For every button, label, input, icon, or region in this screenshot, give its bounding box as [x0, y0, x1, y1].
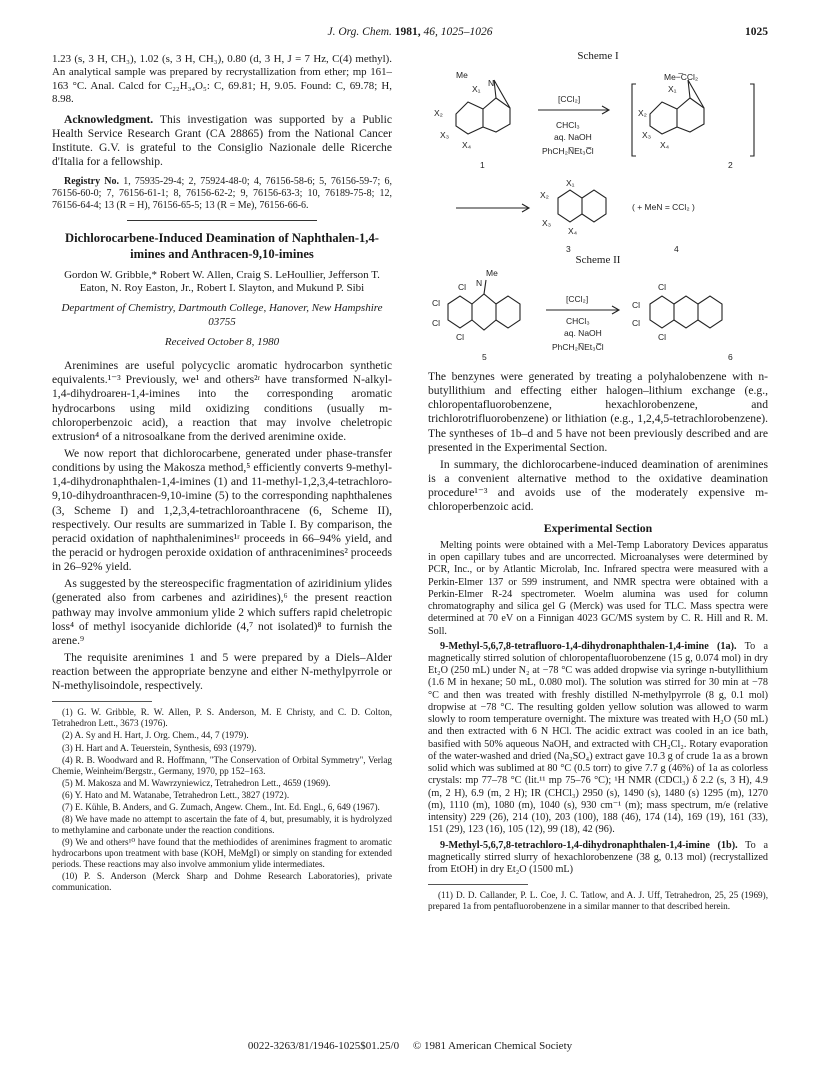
- substituent-x4: X₄: [568, 226, 578, 236]
- scheme-1-title: Scheme I: [577, 50, 619, 62]
- footnote-divider: [52, 701, 152, 702]
- condition-base: aq. NaOH: [564, 328, 602, 338]
- footnote: (2) A. Sy and H. Hart, J. Org. Chem., 44, 7 (1979).: [62, 730, 249, 741]
- substituent-x1: X₁: [668, 84, 677, 94]
- body-paragraph-5: The benzynes were generated by treating a polyhalobenzene with n-butyllithium and effecting either halogen–lithium exchange (e.g., chloropentafluorobenzene, hexachlorobenzene, and trichlorotrifluorobenzene) or lithiation (e.g., 1,2,4,5-tetrachlorobenzene). The syntheses of 1b–d and 5 have not been previously described and are presented in the Experimental Section.: [428, 370, 768, 454]
- compound-label-3: 3: [566, 244, 571, 254]
- condition-catalyst: PhCH₂N̅Et₃C̅l: [542, 146, 594, 156]
- substituent-x2: X₂: [638, 108, 647, 118]
- nitrogen-bridge: [688, 80, 704, 108]
- footnote: (8) We have made no attempt to ascertain the fate of 4, but, presumably, it is hydrolyzed to methylamine and carbonate under the reaction conditions.: [52, 813, 392, 835]
- condition-base: aq. NaOH: [554, 132, 592, 142]
- body-paragraph-6: In summary, the dichlorocarbene-induced deamination of arenimines is a convenient alternative method to the oxidative deamination procedure¹⁻³ and avoids use of the moderately expensive m-chloroperbenzoic acid.: [428, 457, 768, 514]
- substituent-x3: X₃: [642, 130, 652, 140]
- body-paragraph-3: As suggested by the stereospecific fragmentation of aziridinium ylides (generated also from carbenes and aziridines),⁶ the present reaction pathway may involve ammonium ylide 2 which suffers rapid cheletropic loss⁴ of methyl isocyanide dichloride (4,⁷ not isolated)⁸ to furnish the arene.⁹: [52, 577, 392, 647]
- bracket-right: [750, 84, 754, 156]
- bicyclic-bridge: [483, 98, 510, 132]
- body-paragraph-2: We now report that dichlorocarbene, generated under phase-transfer conditions by using the Makosza method,⁵ efficiently converts 9-methyl-1,4-dihydronaphthalen-1,4-imines (1) and 11-methyl-1,2,3,4-tetrachloro-9,10-dihydroanthracen-9,10-imine (5) to the corresponding naphthalenes (3, Scheme I) and 1,2,3,4-tetrachloroanthracene (6, Scheme II), respectively. Our results are summarized in Table I. By comparison, the peracid oxidation of naphthalenimines¹ʳ proceeds in 66–94% yield, and the peracid or hydrogen peroxide oxidation of anthracenimines² proceeds in 26–92% yield.: [52, 447, 392, 574]
- chloro-label: Cl: [658, 282, 667, 292]
- footnote: (10) P. S. Anderson (Merck Sharp and Dohme Research Laboratories), private communication.: [52, 870, 392, 892]
- body-paragraph-1: Arenimines are useful polycyclic aromatic hydrocarbon synthetic equivalents.¹⁻³ Previously, we¹ and others²ʳ have transformed N-alkyl-1,4-dihydroarен-1,4-imines into the corresponding aromatic hydrocarbons using mild oxidizing conditions (usually m-chloroperbenzoic acid), a reaction that may involve cheletropic extrusion⁴ of a nitrosoalkane from the derived arenimine oxide.: [52, 359, 392, 443]
- experimental-general: Melting points were obtained with a Mel-Temp Laboratory Devices apparatus in open capillary tubes and are uncorrected. Microanalyses were determined by PCR, Inc., or by Atlantic Microlab, Inc. Infrared spectra were measured with a Perkin-Elmer 137 or 599 instrument, and NMR spectra were obtained with a Perkin-Elmer R-24 spectrometer. Woelm alumina was used for column chromatography and silica gel G (Merck) was used for TLC. Mass spectra were determined at 70 eV on a Finnigan 4023 GC/MS system by C. R. Hill and R. M. Soll.: [428, 539, 768, 637]
- methyl-label: Me: [456, 70, 468, 80]
- nitrogen-label: N: [488, 78, 495, 88]
- chloro-label: Cl: [432, 298, 441, 308]
- page-footer: [0, 1040, 820, 1052]
- journal-citation: [0, 26, 820, 38]
- methyl-label: Me: [486, 268, 498, 278]
- chloro-label: Cl: [456, 332, 465, 342]
- procedure-1a: To a magnetically stirred solution of chloropentafluorobenzene (15 g, 0.074 mol) in dry Et₂O (250 mL) under N₂ at −78 °C was added dropwise via syringe n-butyllithium (1.6 M in hexane; 50 mL, 0.080 mol). The solution was stirred for 30 min at −78 °C and then was treated with freshly distilled N-methylpyrrole (8 g, 0.1 mol) dropwise at −78 °C. The resulting golden yellow solution was allowed to warm slowly to room temperature overnight. The mixture was treated with H₂O (50 mL) and then extracted with 6 N HCl. The acidic extract was cooled in an ice bath, basified with 50% aqueous NaOH, and extracted with CH₂Cl₂. Rotary evaporation of the water-washed and dried (Na₂SO₄) extract gave 10.3 g of crude 1a as a brown solid which was sublimed at 80 °C (0.5 torr) to give 7.7 g (46%) of 1a as colorless crystals: mp 77–78 °C (lit.¹¹ mp 75–76 °C); ¹H NMR (CDCl₃) δ 2.2 (s, 3 H), 4.9 (m, 2 H), 6.9 (m, 2 H); IR (CHCl₃) 2950 (s), 1490 (s), 1480 (s) 1295 (m), 1270 (m), 1110 (m), 1080 (m), 1040 (s), 930 cm⁻¹ (m); mass spectrum, m/e (relative intensity) 229 (26), 214 (10), 203 (100), 188 (46), 174 (14), 169 (19), 161 (33), 151 (29), 123 (16), 105 (12), 99 (18), 42 (96).: [428, 640, 768, 836]
- compound-label-1: 1: [480, 160, 485, 170]
- naphthalene-ring: [558, 190, 582, 222]
- compound-heading-1a: 9-Methyl-5,6,7,8-tetrafluoro-1,4-dihydronaphthalen-1,4-imine (1a).: [440, 640, 737, 652]
- footnote-divider: [428, 884, 528, 885]
- previous-article-fragment: 1.23 (s, 3 H, CH₃), 1.02 (s, 3 H, CH₃), 0.80 (d, 3 H, J = 7 Hz, C(4) methyl). An analytical sample was prepared by recrystallization from ether; mp 161–163 °C. Anal. Calcd for C₂₂H₃₄O₅: C, 69.81; H, 9.05. Found: C, 69.78; H, 8.98.: [52, 53, 392, 106]
- bracket-left: [632, 84, 636, 156]
- footnote: (3) H. Hart and A. Teuerstein, Synthesis, 693 (1979).: [62, 742, 257, 753]
- page-number: 1025: [745, 26, 768, 38]
- copyright: © 1981 American Chemical Society: [412, 1040, 573, 1052]
- footnote: (11) D. D. Callander, P. L. Coe, J. C. Tatlow, and A. J. Uff, Tetrahedron, 25, 25 (1969), prepared 1a from pentafluorobenzene in a similar manner to that described herein.: [428, 890, 768, 912]
- footnote: (5) M. Makosza and M. Wawrzyniewicz, Tetrahedron Lett., 4659 (1969).: [62, 777, 331, 788]
- journal-pages: 1025–1026: [440, 26, 493, 38]
- journal-volume: 46,: [423, 26, 438, 38]
- journal-year: 1981,: [394, 26, 421, 38]
- scheme-2-drawing: [428, 266, 768, 366]
- reagent-label: [CCl₂]: [566, 294, 589, 304]
- article-divider: [127, 220, 317, 221]
- experimental-heading: Experimental Section: [543, 521, 653, 536]
- reagent-label: [CCl₂]: [558, 94, 581, 104]
- chloro-label: Cl: [432, 318, 441, 328]
- chloro-label: Cl: [632, 318, 641, 328]
- benzo-ring: [496, 296, 520, 328]
- article-authors: Gordon W. Gribble,* Robert W. Allen, Craig S. LeHoullier, Jefferson T. Eaton, N. Roy Easton, Jr., Robert I. Slayton, and Mukund P. Sibi: [64, 268, 380, 295]
- compound-label-4: 4: [674, 244, 679, 254]
- body-paragraph-4: The requisite arenimines 1 and 5 were prepared by a Diels–Alder reaction between the appropriate benzyne and either N-methylpyrrole or N-methylisoindole, respectively.: [52, 650, 392, 693]
- acknowledgment-text: This investigation was supported by a Public Health Service Research Grant (CA 28865) from the National Cancer Institute. G.V. is grateful to the Consiglio Nazionale delle Ricerche d'Italia for a fellowship.: [52, 112, 392, 169]
- chloro-label: Cl: [632, 300, 641, 310]
- bicyclic-bridge: [472, 294, 496, 330]
- anthracene-ring: [698, 296, 722, 328]
- footnotes: [52, 707, 392, 893]
- received-date: Received October 8, 1980: [164, 335, 280, 348]
- benzo-ring: [456, 102, 483, 134]
- acknowledgment-label: Acknowledgment.: [64, 112, 154, 126]
- chloro-label: Cl: [658, 332, 667, 342]
- article-code: 0022-3263/81/1946-1025$01.25/0: [247, 1040, 400, 1052]
- nitrogen-bridge: [484, 280, 486, 294]
- substituent-x2: X₂: [434, 108, 443, 118]
- footnote: (9) We and others¹⁰ have found that the methiodides of arenimines fragment to aromatic hydrocarbons upon treatment with base (KOH, MeMgI) or simply on standing for extended periods. These reactions may also involve ammonium ylide intermediates.: [52, 836, 392, 869]
- anthracene-ring: [650, 296, 674, 328]
- acknowledgment: [52, 113, 392, 170]
- bicyclic-bridge: [677, 98, 704, 132]
- compound-label-2: 2: [728, 160, 733, 170]
- left-column: [52, 53, 392, 894]
- registry-label: Registry No.: [64, 175, 120, 187]
- registry-numbers: [52, 176, 392, 213]
- compound-heading-1b: 9-Methyl-5,6,7,8-tetrachloro-1,4-dihydronaphthalen-1,4-imine (1b).: [440, 839, 738, 851]
- scheme-1-drawing: [428, 62, 768, 262]
- experimental-1b: [428, 840, 768, 877]
- condition-solvent: CHCl₃: [556, 120, 580, 130]
- footnote: (1) G. W. Gribble, R. W. Allen, P. S. Anderson, M. E Christy, and C. D. Colton, Tetrahedron Lett., 3673 (1976).: [52, 707, 392, 729]
- chloro-label: Cl: [458, 282, 467, 292]
- benzo-ring: [650, 102, 677, 134]
- article-title: Dichlorocarbene-Induced Deamination of Naphthalen-1,4-imines and Anthracen-9,10-imines: [65, 231, 379, 261]
- anthracene-ring: [674, 296, 698, 328]
- compound-label-5: 5: [482, 352, 487, 362]
- substituent-x1: X₁: [566, 178, 575, 188]
- byproduct-4: ( + MeN = CCl₂ ): [632, 202, 695, 212]
- scheme-2-title: Scheme II: [575, 254, 621, 266]
- article-affiliation: Department of Chemistry, Dartmouth College, Hanover, New Hampshire 03755: [61, 302, 383, 328]
- substituent-x2: X₂: [540, 190, 549, 200]
- substituent-x3: X₃: [542, 218, 552, 228]
- right-column: [428, 370, 768, 913]
- scheme-2: [428, 254, 768, 371]
- nitrogen-label: N: [476, 278, 483, 288]
- experimental-1a: [428, 641, 768, 837]
- footnote: (6) Y. Hato and M. Watanabe, Tetrahedron Lett., 3827 (1972).: [62, 789, 290, 800]
- footnote: (4) R. B. Woodward and R. Hoffmann, "The Conservation of Orbital Symmetry", Verlag Chemie, Weinheim/Bergstr., Germany, 1970, pp 152–163.: [52, 754, 392, 776]
- substituent-x4: X₄: [660, 140, 670, 150]
- journal-name: J. Org. Chem.: [327, 26, 392, 38]
- scheme-1: [428, 50, 768, 267]
- footnote: (7) E. Kühle, B. Anders, and G. Zumach, Angew. Chem., Int. Ed. Engl., 6, 649 (1967).: [62, 801, 380, 812]
- registry-text: 1, 75935-29-4; 2, 75924-48-0; 4, 76156-58-6; 5, 76156-59-7; 6, 76156-60-0; 7, 76156-61-1; 8, 76156-62-2; 9, 76156-63-3; 10, 76189-75-8; 12, 76156-64-4; 13 (R = H), 76156-65-5; 13 (R = Me), 76156-66-6.: [52, 175, 392, 211]
- tetrachloro-ring: [448, 296, 472, 328]
- substituent-x4: X₄: [462, 140, 472, 150]
- substituent-x3: X₃: [440, 130, 450, 140]
- procedure-1b: To a magnetically stirred slurry of hexachlorobenzene (38 g, 0.13 mol) (recrystallized from EtOH) in dry Et₂O (1500 mL): [428, 839, 768, 875]
- substituent-x1: X₁: [472, 84, 481, 94]
- naphthalene-ring: [582, 190, 606, 222]
- condition-catalyst: PhCH₂N̅Et₃C̅l: [552, 342, 604, 352]
- ylide-label: Me−̅CCl₂: [664, 72, 699, 82]
- nitrogen-bridge: [494, 80, 510, 108]
- condition-solvent: CHCl₃: [566, 316, 590, 326]
- compound-label-6: 6: [728, 352, 733, 362]
